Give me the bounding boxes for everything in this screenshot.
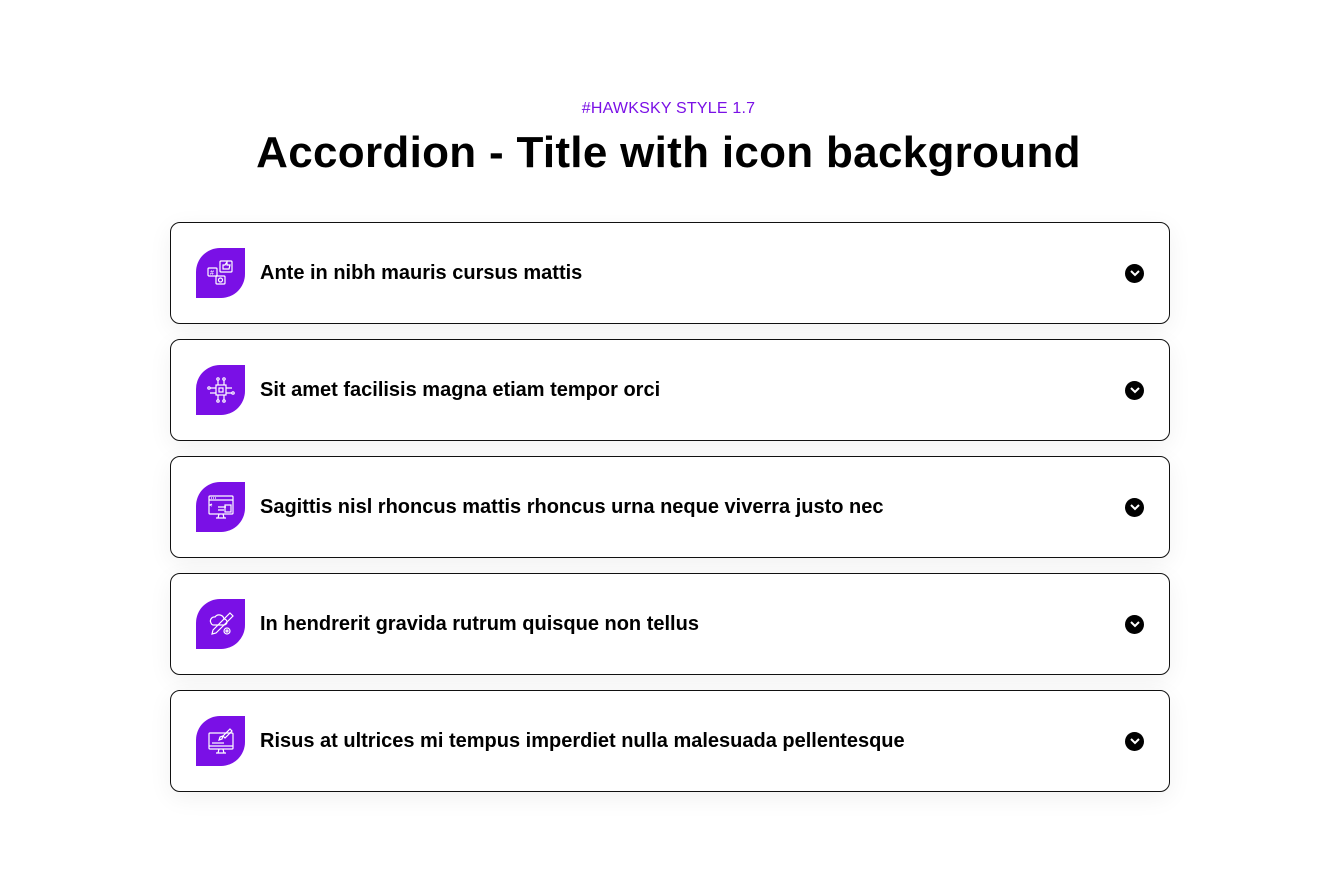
design-monitor-icon <box>196 716 245 766</box>
eyebrow-label: #HAWKSKY STYLE 1.7 <box>581 100 756 117</box>
accordion-item[interactable] <box>170 339 1170 441</box>
circuit-chip-icon <box>196 365 245 415</box>
chevron-down-icon[interactable] <box>1125 498 1144 517</box>
accordion-item[interactable] <box>170 456 1170 558</box>
creative-tools-icon <box>196 599 245 649</box>
accordion <box>170 222 1170 807</box>
accordion-item-title: Sit amet facilisis magna etiam tempor orci <box>260 378 661 401</box>
code-monitor-icon <box>196 482 245 532</box>
svg-text:#: # <box>209 270 214 277</box>
accordion-item-title: Ante in nibh mauris cursus mattis <box>260 261 583 284</box>
accordion-item[interactable] <box>170 690 1170 792</box>
chevron-down-icon[interactable] <box>1125 732 1144 751</box>
accordion-item[interactable] <box>170 573 1170 675</box>
chevron-down-icon[interactable] <box>1125 381 1144 400</box>
chevron-down-icon[interactable] <box>1125 615 1144 634</box>
page-title: Accordion - Title with icon background <box>256 128 1081 177</box>
accordion-item-title: Sagittis nisl rhoncus mattis rhoncus urna neque viverra justo nec <box>260 495 884 518</box>
chevron-down-icon[interactable] <box>1125 264 1144 283</box>
accordion-item[interactable] <box>170 222 1170 324</box>
accordion-item-title: In hendrerit gravida rutrum quisque non tellus <box>260 612 699 635</box>
accordion-item-title: Risus at ultrices mi tempus imperdiet nulla malesuada pellentesque <box>260 729 905 752</box>
social-chat-icon <box>196 248 245 298</box>
